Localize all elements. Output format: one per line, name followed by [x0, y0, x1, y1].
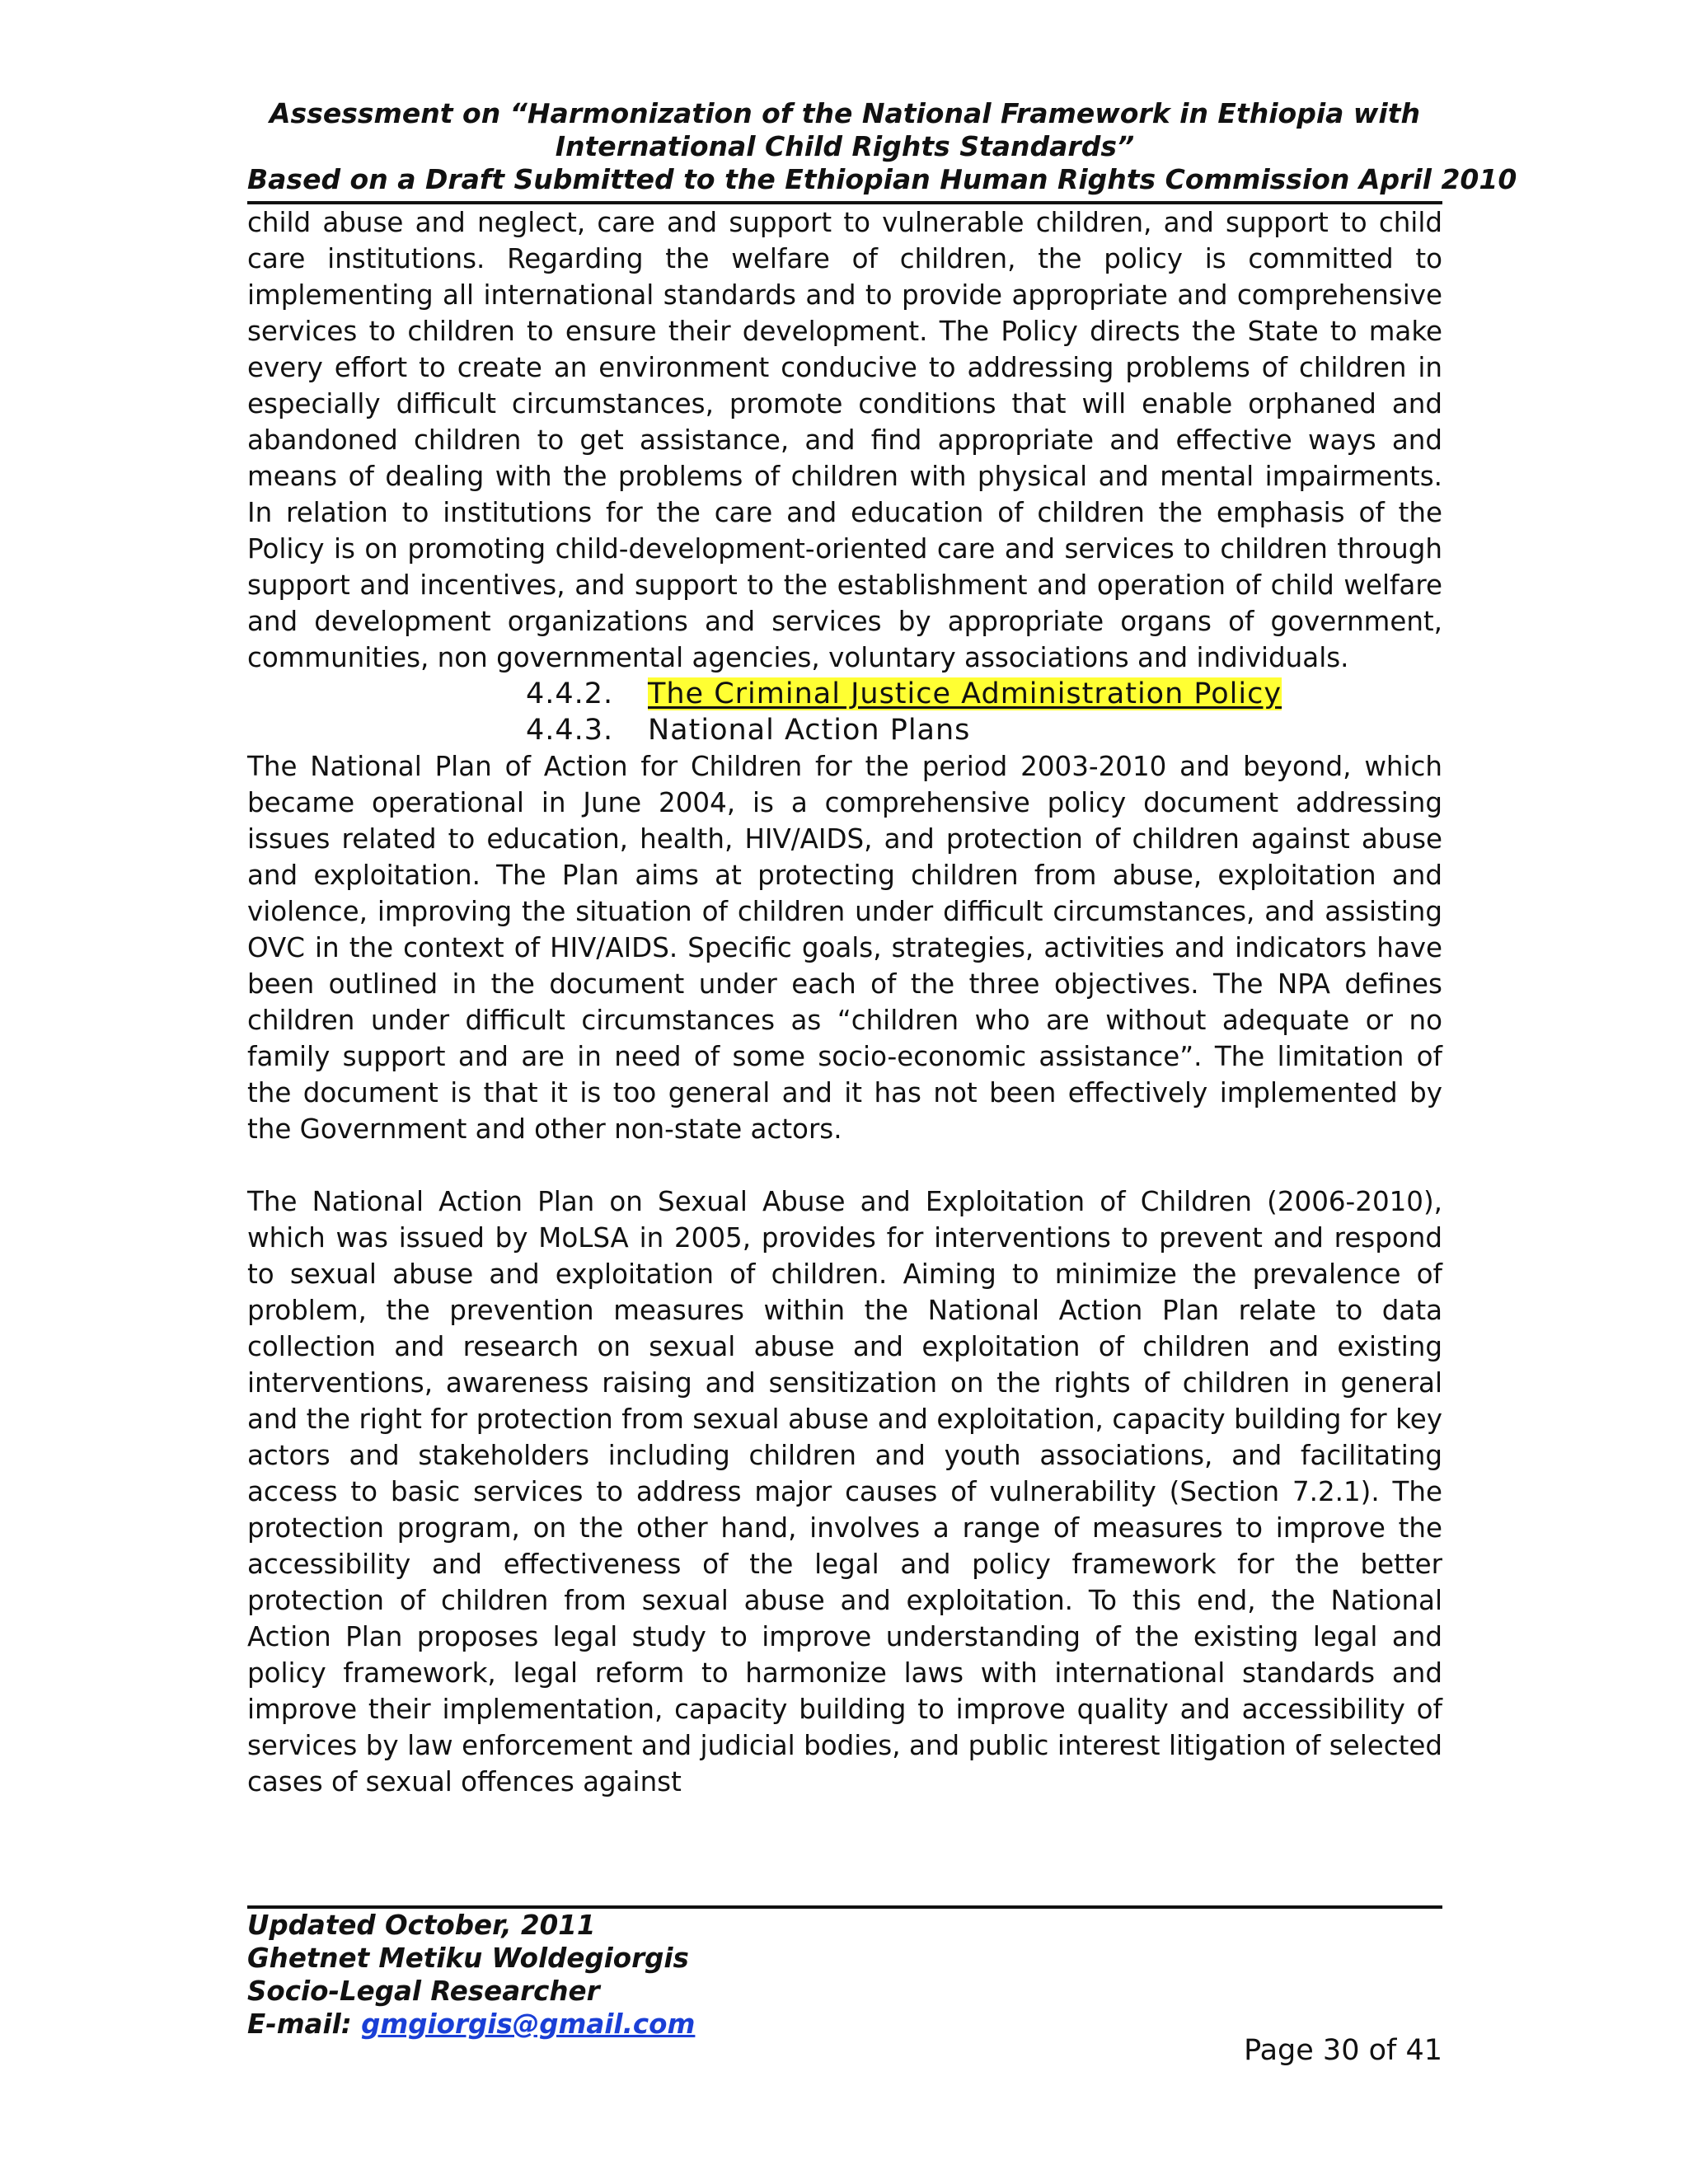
running-footer [247, 1909, 1071, 2041]
running-header [247, 97, 1517, 196]
section-heading-4-4-3 [247, 712, 1442, 748]
header-line-1: Assessment on “Harmonization of the National Framework in Ethiopia with [270, 97, 1420, 129]
footer-email-line [247, 2008, 1071, 2041]
page-number: Page 30 of 41 [1244, 2034, 1442, 2067]
footer-author: Ghetnet Metiku Woldegiorgis [247, 1943, 689, 1974]
document-body [247, 204, 1442, 1800]
footer-updated: Updated October, 2011 [247, 1910, 596, 1941]
header-line-3: Based on a Draft Submitted to the Ethiopian Human Rights Commission April 2010 [247, 163, 1517, 195]
paragraph-npa-sexual-abuse: The National Action Plan on Sexual Abuse and Exploitation of Children (2006-2010), which was issued by MoLSA in 2005, provides for interventions to prevent and respond to sexual abuse and exploitation of children. Aiming to minimize the prevalence of problem, the prevention measures within the National Action Plan relate to data collection and research on sexual abuse and exploitation of children and existing interventions, awareness raising and sensitization on the rights of children in general and the right for protection from sexual abuse and exploitation, capacity building for key actors and stakeholders including children and youth associations, and facilitating access to basic services to address major causes of vulnerability (Section 7.2.1). The protection program, on the other hand, involves a range of measures to improve the accessibility and effectiveness of the legal and policy framework for the better protection of children from sexual abuse and exploitation. To this end, the National Action Plan proposes legal study to improve understanding of the existing legal and policy framework, legal reform to harmonize laws with international standards and improve their implementation, capacity building to improve quality and accessibility of services by law enforcement and judicial bodies, and public interest litigation of selected cases of sexual offences against [247, 1186, 1442, 1797]
email-label: E-mail: [247, 2008, 352, 2040]
footer-role: Socio-Legal Researcher [247, 1975, 600, 2007]
email-link[interactable]: gmgiorgis@gmail.com [361, 2008, 696, 2040]
paragraph-npa-children: The National Plan of Action for Children for the period 2003-2010 and beyond, which became operational in June 2004, is a comprehensive policy document addressing issues related to education, health, HIV/AIDS, and protection of children against abuse and exploitation. The Plan aims at protecting children from abuse, exploitation and violence, improving the situation of children under difficult circumstances, and assisting OVC in the context of HIV/AIDS. Specific goals, strategies, activities and indicators have been outlined in the document under each of the three objectives. The NPA defines children under difficult circumstances as “children who are without adequate or no family support and are in need of some socio-economic assistance”. The limitation of the document is that it is too general and it has not been effectively implemented by the Government and other non-state actors. [247, 751, 1442, 1145]
paragraph-child-policy: child abuse and neglect, care and support to vulnerable children, and support to child care institutions. Regarding the welfare of children, the policy is committed to implementing all international standards and to provide appropriate and comprehensive services to children to ensure their development. The Policy directs the State to make every effort to create an environment conducive to addressing problems of children in especially difficult circumstances, promote conditions that will enable orphaned and abandoned children to get assistance, and find appropriate and effective ways and means of dealing with the problems of children with physical and mental impairments. In relation to institutions for the care and education of children the emphasis of the Policy is on promoting child-development-oriented care and services to children through support and incentives, and support to the establishment and operation of child welfare and development organizations and services by appropriate organs of government, communities, non governmental agencies, voluntary associations and individuals. [247, 207, 1442, 673]
section-title: National Action Plans [648, 714, 971, 747]
section-number: 4.4.3. [526, 714, 614, 747]
section-number: 4.4.2. [526, 677, 614, 710]
header-line-2: International Child Rights Standards” [555, 130, 1135, 162]
section-heading-4-4-2 [247, 676, 1442, 712]
section-title-highlighted: The Criminal Justice Administration Policy [648, 677, 1282, 710]
